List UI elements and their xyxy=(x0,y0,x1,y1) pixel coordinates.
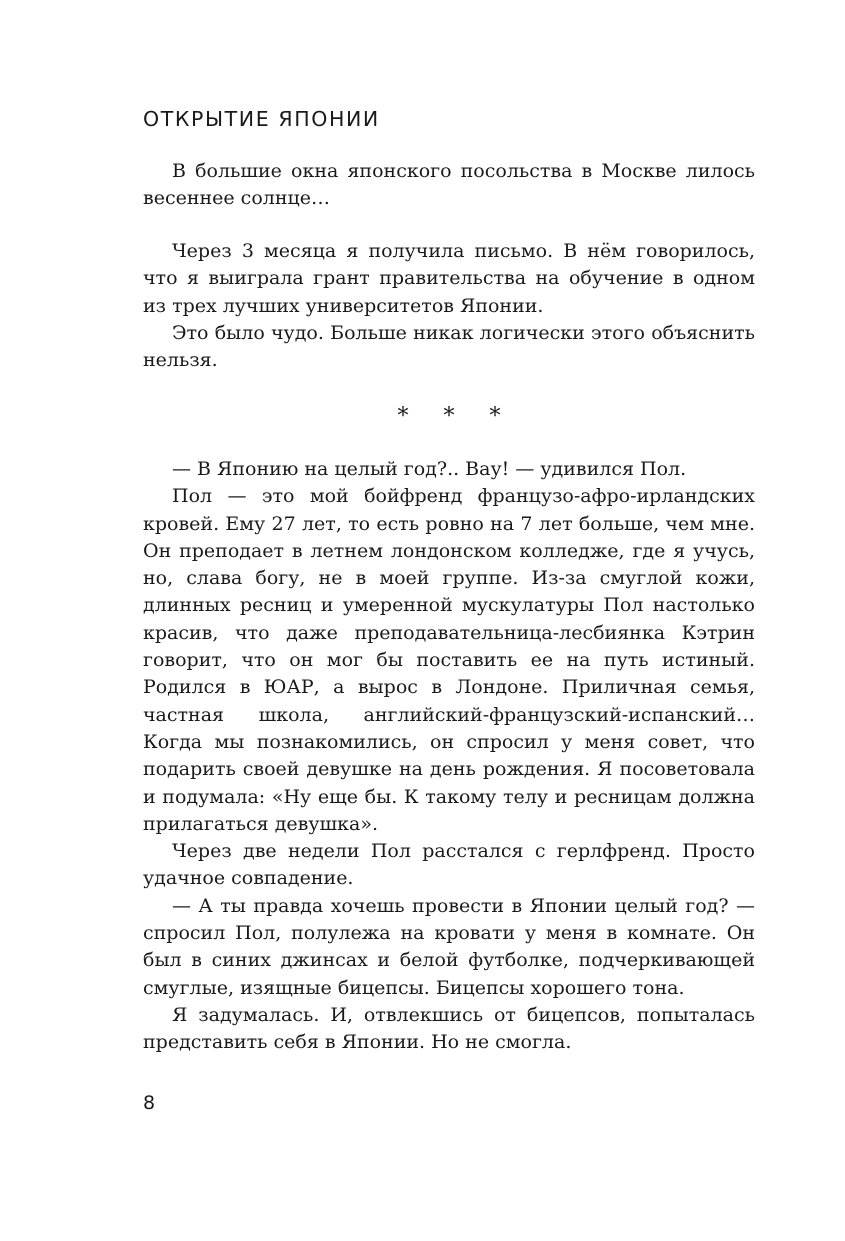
section-opening xyxy=(143,158,755,213)
paragraph: — В Японию на целый год?.. Вау! — удивился Пол. xyxy=(172,458,687,480)
paragraph: — А ты правда хочешь провести в Японии целый год? — спросил Пол, полулежа на кровати у меня в комнате. Он был в синих джинсах и белой футболке, подчеркивающей смуглые, изящные бицепсы. Бицепсы хорошего тона. xyxy=(143,894,755,999)
paragraph: Пол — это мой бойфренд французо-афро-ирландских кровей. Ему 27 лет, то есть ровно на 7 лет больше, чем мне. Он преподает в летнем лондонском колледже, где я учусь, но, слава богу, не в моей группе. Из-за смуглой кожи, длинных ресниц и умеренной мускулатуры Пол настолько красив, что даже преподавательница-лесбиянка Кэтрин говорит, что он мог бы поставить ее на путь истиный. Родился в ЮАР, а вырос в Лондоне. Приличная семья, частная школа, английский-французский-испанский… Когда мы познакомились, он спросил у меня совет, что подарить своей девушке на день рождения. Я посоветовала и подумала: «Ну еще бы. К такому телу и ресницам должна прилагаться девушка». xyxy=(143,485,755,835)
paragraph: Это было чудо. Больше никак логически этого объяснить нельзя. xyxy=(143,321,755,372)
section-break-asterism: * * * xyxy=(397,404,515,429)
chapter-title: ОТКРЫТИЕ ЯПОНИИ xyxy=(143,107,380,131)
paragraph: Я задумалась. И, отвлекшись от бицепсов, попыталась представить себя в Японии. Но не смогла. xyxy=(143,1003,755,1054)
page-number: 8 xyxy=(143,1092,156,1114)
paragraph: Через 3 месяца я получила письмо. В нём говорилось, что я выиграла грант правительства на обучение в одном из трех лучших университетов Японии. xyxy=(143,240,755,317)
paragraph: В большие окна японского посольства в Москве лилось весеннее солнце… xyxy=(143,160,755,210)
section-letter xyxy=(143,238,755,374)
paragraph: Через две недели Пол расстался с герлфренд. Просто удачное совпадение. xyxy=(143,840,755,890)
section-paul xyxy=(143,456,755,1057)
